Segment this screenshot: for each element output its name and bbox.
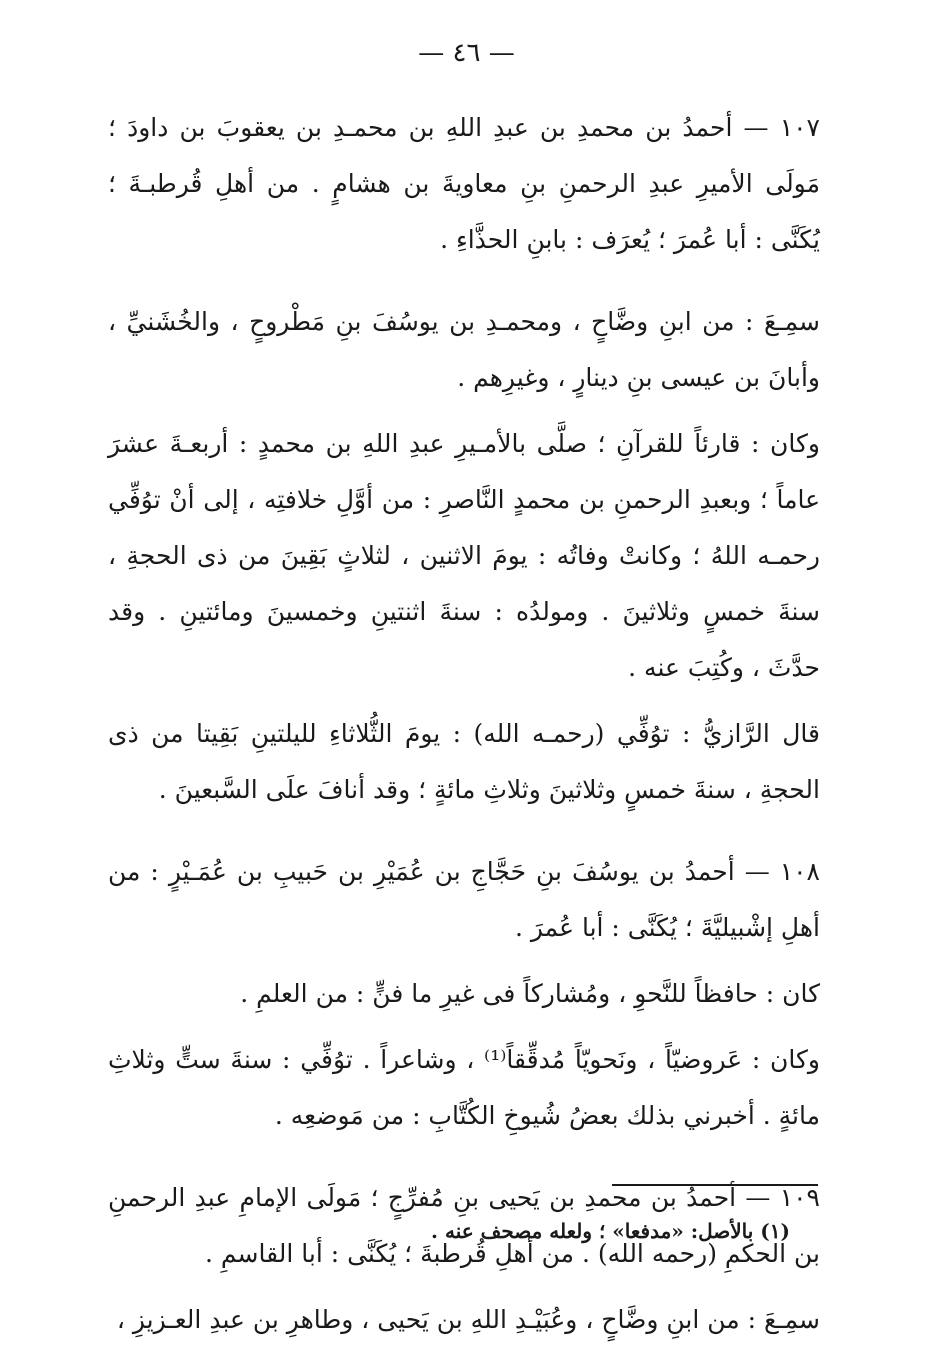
entry-109-intro: ١٠٩ — أحمدُ بن محمدِ بن يَحيى بنِ مُفرِّجٍ ؛ مَولَى الإمامِ عبدِ الرحمنِ بن الحكمِ (رحمه الله) . من أهلِ قُرطبةَ ؛ يُكَنَّى : أبا القاسمِ . bbox=[108, 1183, 820, 1268]
entry-107-biography: وكان : قارئاً للقرآنِ ؛ صلَّى بالأمـيرِ عبدِ اللهِ بن محمدٍ : أربعـةَ عشرَ عاماً ؛ وبعبدِ الرحمنِ بن محمدٍ النَّاصرِ : من أوَّلِ خلافتِه ، إلى أنْ توُفِّي رحمـه اللهُ ؛ وكانتْ وفاتُه : يومَ الاثنين ، لثلاثٍ بَقِينَ من ذى الحجةِ ، سنةَ خمسٍ وثلاثينَ . ومولدُه : سنةَ اثنتينِ وخمسينَ ومائتينِ . وقد حدَّثَ ، وكُتِبَ عنه . bbox=[108, 429, 820, 682]
entry-107-razi-quote: قال الرَّازيُّ : توُفِّي (رحمـه الله) : يومَ الثُّلاثاءِ لليلتينِ بَقِيتا من ذى الحجةِ ، سنةَ خمسٍ وثلاثينَ وثلاثِ مائةٍ ؛ وقد أنافَ علَى السَّبعينَ . bbox=[108, 719, 820, 804]
entry-108-biography: وكان : عَروضيّاً ، ونَحويّاً مُدقِّقاً⁽¹⁾ ، وشاعراً . توُفِّي : سنةَ ستٍّ وثلاثِ مائةٍ . أخبرني بذلك بعضُ شُيوخِ الكُتَّابِ : من مَوضعِه . bbox=[108, 1045, 820, 1130]
main-text bbox=[108, 100, 820, 1358]
entry-108-knowledge: كان : حافظاً للنَّحوِ ، ومُشاركاً فى غيرِ ما فنٍّ : من العلمِ . bbox=[240, 979, 820, 1008]
entry-107-intro: ١٠٧ — أحمدُ بن محمدِ بن عبدِ اللهِ بن محمـدِ بن يعقوبَ بن داودَ ؛ مَولَى الأميرِ عبدِ الرحمنِ بنِ معاويةَ بن هشامٍ . من أهلِ قُرطبـةَ ؛ يُكَنَّى : أبا عُمرَ ؛ يُعرَف : بابنِ الحذَّاءِ . bbox=[108, 113, 820, 254]
entry-108-intro: ١٠٨ — أحمدُ بن يوسُفَ بنِ حَجَّاجِ بن عُمَيْرِ بن حَبيبِ بن عُمَـيْرٍ : من أهلِ إشْبيليَّةَ ؛ يُكَنَّى : أبا عُمرَ . bbox=[108, 857, 820, 942]
footnote-divider bbox=[612, 1184, 818, 1186]
page-number: — ٤٦ — bbox=[418, 38, 515, 68]
entry-107-teachers: سمِـعَ : من ابنِ وضَّاحٍ ، ومحمـدِ بن يوسُفَ بنِ مَطْروحٍ ، والخُشَنيِّ ، وأبانَ بن عيسى بنِ دينارٍ ، وغيرِهم . bbox=[108, 307, 820, 392]
entry-109-teachers: سمِـعَ : من ابنِ وضَّاحٍ ، وعُبَيْـدِ اللهِ بن يَحيى ، وطاهرِ بن عبدِ العـزيزِ ، bbox=[116, 1305, 820, 1334]
footnote: (١) بالأصل: «مدفعا» ؛ ولعله مصحف عنه . bbox=[431, 1219, 790, 1243]
